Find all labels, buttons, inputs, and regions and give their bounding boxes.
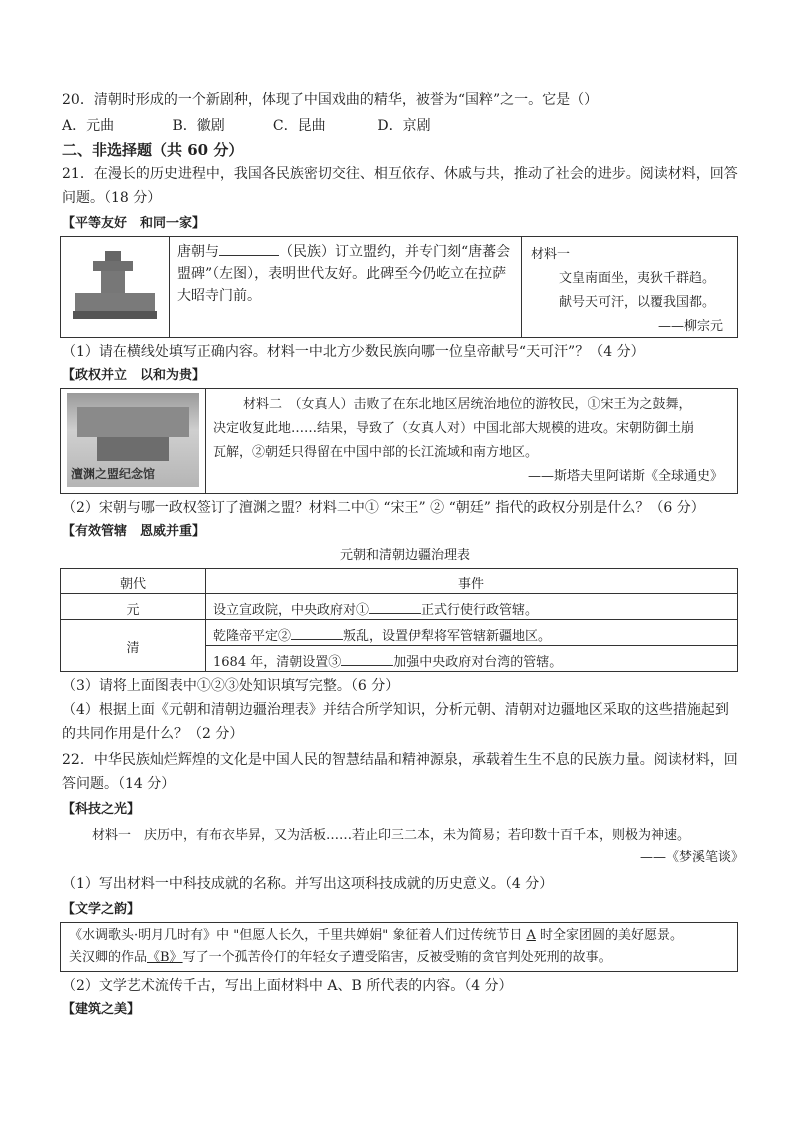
q22-part3-heading: 【建筑之美】 xyxy=(62,1002,141,1017)
q22-material-1-source: ——《梦溪笔谈》 xyxy=(640,850,745,865)
q20-option-d[interactable]: D．京剧 xyxy=(377,118,431,134)
row-dynasty-yuan: 元 xyxy=(126,603,140,618)
blank-qing-2[interactable] xyxy=(341,651,393,666)
blank-qing-1[interactable] xyxy=(291,625,343,640)
photo-caption: 澶渊之盟纪念馆 xyxy=(71,467,156,481)
memorial-photo xyxy=(67,393,199,487)
section-title: 二、非选择题（共 60 分） xyxy=(62,141,244,159)
q21-question3: （3）请将上面图表中①②③处知识填写完整。（6 分） xyxy=(62,678,400,694)
q20-options xyxy=(62,116,431,136)
q22-part2-heading: 【文学之韵】 xyxy=(62,902,141,917)
q21-stem-line2: 问题。（18 分） xyxy=(62,190,162,206)
q20-option-c[interactable]: C．昆曲 xyxy=(272,118,326,134)
table-title: 元朝和清朝边疆治理表 xyxy=(340,548,471,563)
q20-option-b[interactable]: B．徽剧 xyxy=(172,118,225,134)
row-event-qing-2: 1684 年，清朝设置③ 加强中央政府对台湾的管辖。 xyxy=(213,651,562,670)
q22-part2-box xyxy=(60,922,738,972)
governance-table xyxy=(60,568,738,672)
q22-part1-heading: 【科技之光】 xyxy=(62,802,141,817)
q20-option-a[interactable]: A．元曲 xyxy=(62,118,115,134)
row-event-yuan: 设立宣政院，中央政府对① 正式行使行政管辖。 xyxy=(213,599,538,618)
q22-material-1: 材料一 庆历中，有布衣毕昇，又为活板……若止印三二本，未为简易；若印数十百千本，则极为神速。 xyxy=(92,828,691,843)
blank-yuan[interactable] xyxy=(369,599,421,614)
stele-image xyxy=(69,247,161,327)
q21-part2-heading: 【政权并立 以和为贵】 xyxy=(62,368,206,383)
material-2: 材料二 （女真人）击败了在东北地区居统治地位的游牧民，①宋王为之鼓舞， 决定收复此地……结果，导致了（女真人对）中国北部大规模的进攻。宋朝防御土崩 瓦解，②朝廷只得留在中国中部的长江流域和南方地区。 ——斯塔夫里阿诺斯《全球通史》 xyxy=(213,397,723,484)
q21-question1: （1）请在横线处填写正确内容。材料一中北方少数民族向哪一位皇帝献号“天可汗”？（4 分） xyxy=(62,344,645,360)
q20-stem: 20．清朝时形成的一个新剧种，体现了中国戏曲的精华，被誉为“国粹”之一。它是（） xyxy=(62,92,599,108)
q21-question2: （2）宋朝与哪一政权签订了澶渊之盟？材料二中① “宋王” ② “朝廷” 指代的政权分别是什么？（6 分） xyxy=(62,500,705,516)
col-dynasty: 朝代 xyxy=(119,577,146,592)
q22-stem-line2: 答问题。（14 分） xyxy=(62,776,176,792)
q21-part1-box xyxy=(60,236,738,338)
q21-part2-box xyxy=(60,388,738,494)
q21-question4-line1: （4）根据上面《元朝和清朝边疆治理表》并结合所学知识，分析元朝、清朝对边疆地区采取的这些措施起到 xyxy=(62,702,729,718)
q22-question1: （1）写出材料一中科技成就的名称。并写出这项科技成就的历史意义。（4 分） xyxy=(62,876,554,892)
literature-line1: 《水调歌头·明月几时有》中 "但愿人长久，千里共婵娟" 象征着人们过传统节日 A 时全家团圆的美好愿景。 xyxy=(69,928,684,943)
q21-stem-line1: 21．在漫长的历史进程中，我国各民族密切交往、相互依存、休戚与共，推动了社会的进步。阅读材料，回答 xyxy=(62,166,738,182)
q21-part3-heading: 【有效管辖 恩威并重】 xyxy=(62,524,206,539)
col-event: 事件 xyxy=(457,577,484,592)
q21-question4-line2: 的共同作用是什么？（2 分） xyxy=(62,726,244,742)
blank-1[interactable] xyxy=(219,241,279,256)
q22-question2: （2）文学艺术流传千古，写出上面材料中 A、B 所代表的内容。（4 分） xyxy=(62,978,513,994)
q22-stem-line1: 22．中华民族灿烂辉煌的文化是中国人民的智慧结晶和精神源泉，承载着生生不息的民族力量。阅读材料，回 xyxy=(62,752,738,768)
row-dynasty-qing: 清 xyxy=(126,641,140,656)
q21-part1-text: 唐朝与 （民族）订立盟约，并专门刻“唐蕃会 盟碑”（左图），表明世代友好。此碑至今仍屹立在拉萨 大昭寺门前。 xyxy=(177,241,510,307)
literature-line2: 关汉卿的作品《B》写了一个孤苦伶仃的年轻女子遭受陷害，反被受贿的贪官判处死刑的故事。 xyxy=(69,950,612,965)
row-event-qing-1: 乾隆帝平定② 叛乱，设置伊犁将军管辖新疆地区。 xyxy=(213,625,551,644)
material-1: 材料一 文皇南面坐，夷狄千群趋。 献号天可汗，以覆我国都。 ——柳宗元 xyxy=(531,247,723,334)
q21-part1-heading: 【平等友好 和同一家】 xyxy=(62,216,206,231)
